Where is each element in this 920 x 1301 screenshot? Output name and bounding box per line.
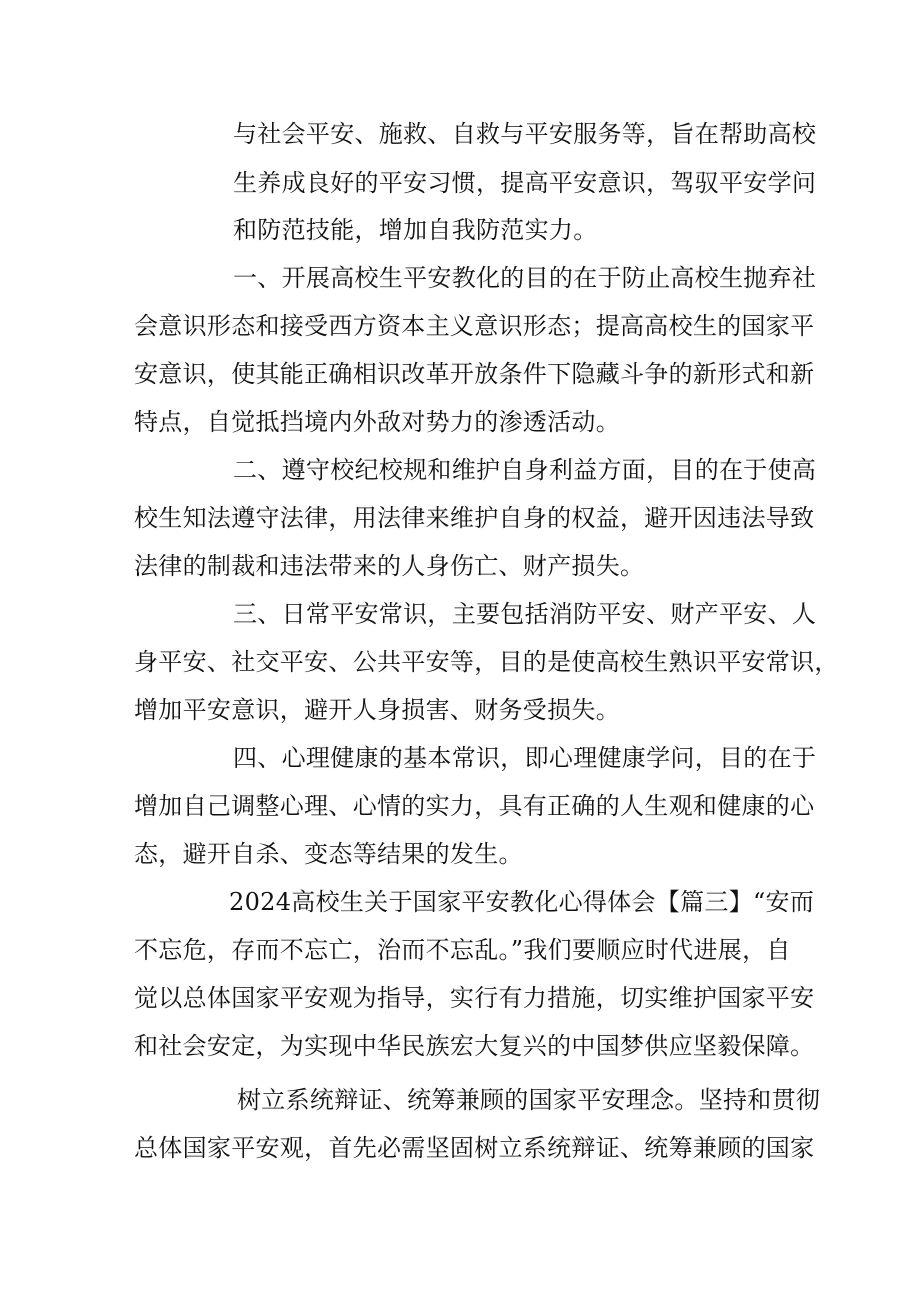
paragraph-line: 觉以总体国家平安观为指导，实行有力措施，切实维护国家平安: [134, 984, 815, 1012]
paragraph-line: 生养成良好的平安习惯，提高平安意识，驾驭平安学问: [233, 169, 817, 197]
paragraph-line: 安意识，使其能正确相识改革开放条件下隐藏斗争的新形式和新: [134, 360, 815, 388]
paragraph-line: 校生知法遵守法律，用法律来维护自身的权益，避开因违法导致: [134, 504, 815, 532]
paragraph-line: 2024高校生关于国家平安教化心得体会【篇三】“安而: [229, 888, 815, 916]
paragraph-line: 二、遵守校纪校规和维护自身利益方面，目的在于使高: [233, 456, 817, 484]
paragraph-line: 总体国家平安观，首先必需坚固树立系统辩证、统筹兼顾的国家: [134, 1134, 815, 1162]
paragraph-line: 会意识形态和接受西方资本主义意识形态；提高高校生的国家平: [134, 312, 815, 340]
paragraph-line: 法律的制裁和违法带来的人身伤亡、财产损失。: [134, 552, 645, 580]
paragraph-line: 三、日常平安常识，主要包括消防平安、财产平安、人: [233, 600, 817, 628]
paragraph-line: 不忘危，存而不忘亡，治而不忘乱。”我们要顺应时代进展，自: [134, 936, 791, 964]
paragraph-line: 增加自己调整心理、心情的实力，具有正确的人生观和健康的心: [134, 792, 815, 820]
paragraph-line: 和防范技能，增加自我防范实力。: [233, 216, 598, 244]
paragraph-line: 和社会安定，为实现中华民族宏大复兴的中国梦供应坚毅保障。: [134, 1032, 815, 1060]
paragraph-line: 增加平安意识，避开人身损害、财务受损失。: [134, 696, 620, 724]
paragraph-line: 与社会平安、施救、自救与平安服务等，旨在帮助高校: [233, 120, 817, 148]
paragraph-line: 身平安、社交平安、公共平安等，目的是使高校生熟识平安常识，: [134, 648, 839, 676]
paragraph-line: 一、开展高校生平安教化的目的在于防止高校生抛弃社: [233, 264, 817, 292]
paragraph-line: 树立系统辩证、统筹兼顾的国家平安理念。坚持和贯彻: [237, 1086, 821, 1114]
paragraph-line: 态，避开自杀、变态等结果的发生。: [134, 840, 523, 868]
paragraph-line: 四、心理健康的基本常识，即心理健康学问，目的在于: [233, 744, 817, 772]
paragraph-line: 特点，自觉抵挡境内外敌对势力的渗透活动。: [134, 408, 620, 436]
